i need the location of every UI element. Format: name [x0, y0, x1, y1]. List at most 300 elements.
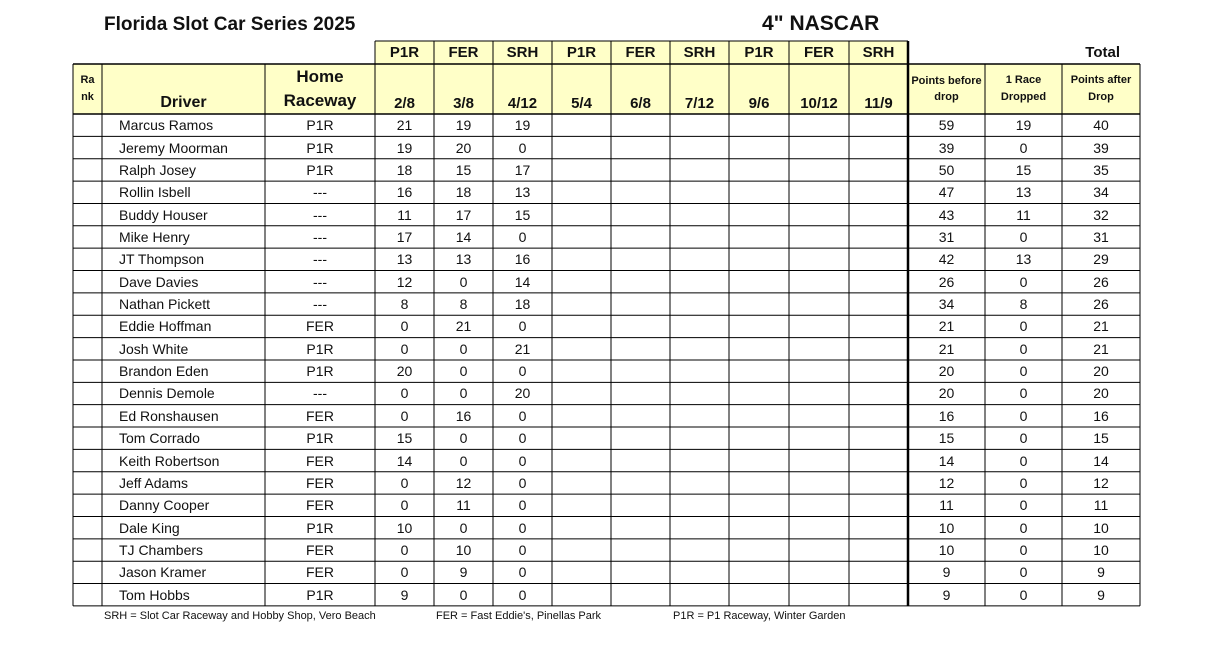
- home-raceway-cell: ---: [313, 206, 327, 223]
- race-dropped-cell: 0: [1019, 273, 1028, 290]
- race-points-cell: [849, 405, 908, 427]
- race-points-cell: 11: [397, 206, 412, 223]
- points-before-cell: 26: [938, 273, 955, 290]
- race-points-cell: 0: [518, 586, 527, 603]
- points-after-cell: 29: [1093, 251, 1109, 268]
- race-points-cell: [789, 449, 849, 471]
- driver-name: TJ Chambers: [119, 542, 204, 558]
- points-before-header: Points before drop: [911, 75, 982, 103]
- home-raceway-cell: ---: [313, 296, 327, 313]
- race-dropped-cell: 0: [1019, 139, 1028, 156]
- race-points-cell: [849, 539, 908, 561]
- home-raceway-cell: ---: [313, 385, 327, 402]
- race-track-header: SRH: [862, 44, 895, 61]
- race-points-cell: 20: [514, 385, 531, 402]
- race-points-cell: [611, 181, 670, 203]
- rank-cell: [73, 271, 102, 293]
- race-points-cell: 16: [514, 251, 531, 268]
- driver-header: Driver: [160, 94, 207, 111]
- race-points-cell: [849, 136, 908, 158]
- race-points-cell: [670, 293, 729, 315]
- race-points-cell: 0: [400, 385, 409, 402]
- points-before-cell: 43: [938, 206, 955, 223]
- race-points-cell: [611, 315, 670, 337]
- points-before-cell: 21: [938, 340, 955, 357]
- race-points-cell: 0: [518, 407, 527, 424]
- rank-cell: [73, 449, 102, 471]
- race-points-cell: [789, 315, 849, 337]
- race-points-cell: 16: [455, 407, 472, 424]
- rank-cell: [73, 114, 102, 136]
- race-points-cell: [849, 516, 908, 538]
- race-points-cell: [552, 338, 611, 360]
- race-dropped-cell: 0: [1019, 497, 1028, 514]
- race-points-cell: [611, 114, 670, 136]
- points-before-cell: 21: [938, 318, 955, 335]
- driver-name: Jeff Adams: [119, 474, 189, 491]
- points-after-cell: 34: [1093, 184, 1109, 201]
- home-raceway-cell: ---: [313, 273, 327, 290]
- race-points-cell: [611, 136, 670, 158]
- points-before-cell: 14: [938, 452, 955, 469]
- points-before-cell: 47: [938, 184, 955, 201]
- race-points-cell: [849, 382, 908, 404]
- race-points-cell: 0: [400, 474, 409, 491]
- race-points-cell: [849, 449, 908, 471]
- race-points-cell: [611, 338, 670, 360]
- race-points-cell: 0: [400, 340, 409, 357]
- race-points-cell: [789, 136, 849, 158]
- race-points-cell: 18: [455, 184, 472, 201]
- points-after-cell: 9: [1097, 586, 1105, 603]
- race-points-cell: [611, 472, 670, 494]
- home-raceway-cell: ---: [313, 184, 327, 201]
- points-after-cell: 11: [1093, 497, 1109, 514]
- points-before-cell: 34: [938, 296, 955, 313]
- race-points-cell: [670, 271, 729, 293]
- race-points-cell: [611, 427, 670, 449]
- race-points-cell: [789, 338, 849, 360]
- race-points-cell: [670, 338, 729, 360]
- race-points-cell: [670, 405, 729, 427]
- rank-header: Ra nk: [80, 74, 95, 103]
- race-points-cell: [611, 494, 670, 516]
- footer-legend-srh: SRH = Slot Car Raceway and Hobby Shop, Vero Beach: [104, 610, 376, 622]
- driver-name: Brandon Eden: [119, 363, 209, 380]
- race-points-cell: 12: [396, 273, 413, 290]
- race-dropped-cell: 8: [1019, 296, 1028, 313]
- race-points-cell: 15: [396, 430, 413, 447]
- points-before-cell: 15: [938, 430, 955, 447]
- race-points-cell: 0: [518, 318, 527, 335]
- home-raceway-cell: FER: [306, 564, 334, 581]
- race-track-header: FER: [804, 44, 834, 61]
- race-points-cell: [849, 203, 908, 225]
- race-points-cell: [849, 271, 908, 293]
- rank-cell: [73, 248, 102, 270]
- points-before-cell: 20: [938, 363, 955, 380]
- race-points-cell: 9: [400, 586, 409, 603]
- race-points-cell: 0: [459, 430, 468, 447]
- race-points-cell: [670, 427, 729, 449]
- race-points-cell: 0: [518, 363, 527, 380]
- race-dropped-cell: 15: [1015, 161, 1032, 178]
- race-dropped-cell: 0: [1019, 228, 1028, 245]
- race-points-cell: 0: [400, 542, 409, 558]
- race-dropped-cell: 0: [1019, 385, 1028, 402]
- race-points-cell: [789, 203, 849, 225]
- race-points-cell: [552, 181, 611, 203]
- race-points-cell: [552, 405, 611, 427]
- home-raceway-cell: FER: [306, 452, 334, 469]
- driver-name: Rollin Isbell: [119, 184, 191, 201]
- race-track-header: P1R: [744, 44, 774, 61]
- race-points-cell: [552, 248, 611, 270]
- race-points-cell: [552, 539, 611, 561]
- race-date-header: 5/4: [571, 95, 592, 112]
- driver-name: Josh White: [119, 340, 189, 357]
- race-points-cell: 13: [455, 251, 472, 268]
- race-points-cell: [670, 226, 729, 248]
- race-points-cell: 19: [514, 117, 531, 134]
- race-points-cell: [789, 293, 849, 315]
- race-points-cell: [729, 293, 789, 315]
- race-points-cell: [670, 472, 729, 494]
- race-dropped-cell: 0: [1019, 586, 1028, 603]
- rank-cell: [73, 382, 102, 404]
- race-date-header: 10/12: [800, 95, 838, 112]
- race-points-cell: [611, 159, 670, 181]
- race-points-cell: 18: [396, 161, 413, 178]
- race-points-cell: [849, 248, 908, 270]
- driver-name: Nathan Pickett: [119, 296, 211, 313]
- race-points-cell: 17: [514, 161, 531, 178]
- race-points-cell: [552, 449, 611, 471]
- race-points-cell: 8: [400, 296, 409, 313]
- points-after-cell: 14: [1093, 452, 1109, 469]
- race-points-cell: [670, 449, 729, 471]
- race-points-cell: 11: [456, 497, 471, 514]
- race-points-cell: [849, 338, 908, 360]
- driver-name: Tom Corrado: [119, 430, 200, 447]
- home-raceway-cell: FER: [306, 542, 334, 558]
- race-points-cell: 21: [514, 340, 531, 357]
- race-points-cell: [729, 248, 789, 270]
- race-points-cell: [789, 248, 849, 270]
- race-date-header: 2/8: [394, 95, 415, 112]
- points-after-cell: 10: [1093, 519, 1109, 536]
- race-points-cell: [789, 561, 849, 583]
- rank-cell: [73, 203, 102, 225]
- race-points-cell: 9: [459, 564, 468, 581]
- points-after-cell: 12: [1093, 474, 1109, 491]
- race-dropped-cell: 0: [1019, 430, 1028, 447]
- home-raceway-cell: FER: [306, 407, 334, 424]
- race-dropped-cell: 13: [1015, 251, 1032, 268]
- points-after-cell: 26: [1093, 273, 1109, 290]
- race-points-cell: [729, 226, 789, 248]
- driver-name: Tom Hobbs: [119, 586, 190, 603]
- home-raceway-cell: P1R: [306, 340, 334, 357]
- driver-name: Ralph Josey: [119, 161, 197, 178]
- race-date-header: 6/8: [630, 95, 651, 112]
- race-points-cell: [670, 539, 729, 561]
- race-points-cell: 0: [518, 474, 527, 491]
- race-points-cell: [611, 360, 670, 382]
- race-track-header: SRH: [683, 44, 716, 61]
- race-points-cell: [670, 315, 729, 337]
- points-after-header: Points after Drop: [1070, 74, 1132, 103]
- points-before-cell: 9: [942, 564, 951, 581]
- race-points-cell: [849, 584, 908, 606]
- driver-name: Dale King: [119, 519, 180, 536]
- race-points-cell: [789, 181, 849, 203]
- rank-cell: [73, 539, 102, 561]
- points-after-cell: 16: [1093, 407, 1109, 424]
- home-raceway-cell: P1R: [306, 586, 334, 603]
- points-after-cell: 31: [1093, 228, 1109, 245]
- points-after-cell: 20: [1093, 385, 1109, 402]
- race-points-cell: [611, 539, 670, 561]
- race-points-cell: [729, 382, 789, 404]
- race-points-cell: [670, 584, 729, 606]
- race-points-cell: [552, 516, 611, 538]
- race-dropped-cell: 0: [1019, 318, 1028, 335]
- points-before-cell: 50: [938, 161, 955, 178]
- race-dropped-cell: 0: [1019, 340, 1028, 357]
- race-points-cell: 0: [459, 519, 468, 536]
- rank-cell: [73, 584, 102, 606]
- race-points-cell: [670, 181, 729, 203]
- race-points-cell: [789, 114, 849, 136]
- points-after-cell: 21: [1093, 340, 1109, 357]
- race-points-cell: [670, 114, 729, 136]
- race-points-cell: [849, 114, 908, 136]
- rank-cell: [73, 136, 102, 158]
- race-points-cell: [670, 360, 729, 382]
- race-points-cell: [670, 248, 729, 270]
- race-points-cell: 0: [459, 340, 468, 357]
- rank-cell: [73, 494, 102, 516]
- home-raceway-cell: P1R: [306, 430, 334, 447]
- race-track-header: P1R: [389, 44, 420, 61]
- race-points-cell: 14: [514, 273, 531, 290]
- race-points-cell: [611, 516, 670, 538]
- driver-name: Keith Robertson: [119, 452, 220, 469]
- race-points-cell: [849, 226, 908, 248]
- points-after-cell: 15: [1093, 430, 1109, 447]
- race-date-header: 9/6: [748, 95, 770, 112]
- race-track-header: FER: [448, 44, 479, 61]
- race-points-cell: 19: [455, 117, 472, 134]
- driver-name: Dennis Demole: [119, 385, 215, 402]
- points-before-cell: 12: [938, 474, 955, 491]
- driver-name: Ed Ronshausen: [119, 407, 219, 424]
- race-points-cell: [789, 516, 849, 538]
- race-points-cell: 0: [400, 497, 409, 514]
- race-dropped-cell: 0: [1019, 363, 1028, 380]
- race-points-cell: [849, 360, 908, 382]
- race-points-cell: 15: [514, 206, 531, 223]
- race-dropped-cell: 0: [1019, 564, 1028, 581]
- race-points-cell: 0: [518, 519, 527, 536]
- race-points-cell: [729, 159, 789, 181]
- race-points-cell: 0: [459, 452, 468, 469]
- rank-cell: [73, 159, 102, 181]
- rank-cell: [73, 181, 102, 203]
- race-points-cell: [729, 561, 789, 583]
- race-points-cell: 0: [400, 407, 409, 424]
- rank-cell: [73, 561, 102, 583]
- rank-cell: [73, 516, 102, 538]
- race-track-header: FER: [625, 44, 656, 61]
- race-points-cell: [789, 382, 849, 404]
- race-points-cell: 0: [400, 564, 409, 581]
- race-dropped-cell: 19: [1015, 117, 1032, 134]
- race-points-cell: 0: [518, 139, 527, 156]
- home-raceway-cell: P1R: [306, 519, 334, 536]
- race-dropped-cell: 0: [1019, 407, 1028, 424]
- race-track-header: SRH: [506, 44, 539, 61]
- race-points-cell: 0: [518, 542, 527, 558]
- race-points-cell: 12: [455, 474, 472, 491]
- race-points-cell: [611, 226, 670, 248]
- rank-cell: [73, 293, 102, 315]
- home-raceway-cell: P1R: [306, 363, 334, 380]
- class-title: 4" NASCAR: [762, 12, 880, 35]
- race-points-cell: [849, 315, 908, 337]
- points-after-cell: 26: [1093, 296, 1109, 313]
- race-points-cell: [789, 271, 849, 293]
- race-points-cell: 10: [455, 542, 472, 558]
- race-points-cell: [552, 293, 611, 315]
- race-points-cell: 13: [514, 184, 531, 201]
- driver-name: Eddie Hoffman: [119, 318, 212, 335]
- race-dropped-cell: 0: [1019, 452, 1028, 469]
- home-raceway-cell: ---: [313, 228, 327, 245]
- race-points-cell: 14: [455, 228, 472, 245]
- race-points-cell: 15: [455, 161, 472, 178]
- rank-cell: [73, 360, 102, 382]
- rank-cell: [73, 472, 102, 494]
- race-points-cell: 21: [455, 318, 472, 335]
- race-points-cell: 20: [396, 363, 413, 380]
- home-raceway-cell: FER: [306, 497, 334, 514]
- race-date-header: 7/12: [684, 95, 715, 112]
- race-points-cell: [789, 360, 849, 382]
- driver-name: Marcus Ramos: [119, 117, 214, 134]
- points-before-cell: 20: [938, 385, 955, 402]
- race-points-cell: 14: [396, 452, 413, 469]
- race-points-cell: [552, 203, 611, 225]
- race-points-cell: 0: [459, 385, 468, 402]
- race-points-cell: [729, 360, 789, 382]
- race-points-cell: [849, 293, 908, 315]
- race-points-cell: 0: [518, 430, 527, 447]
- points-after-cell: 20: [1093, 363, 1109, 380]
- race-points-cell: [729, 405, 789, 427]
- race-points-cell: [789, 226, 849, 248]
- driver-name: Dave Davies: [119, 273, 199, 290]
- race-points-cell: [849, 561, 908, 583]
- race-points-cell: [849, 181, 908, 203]
- race-points-cell: [789, 472, 849, 494]
- race-points-cell: [729, 472, 789, 494]
- total-label: Total: [1085, 44, 1120, 61]
- race-points-cell: [789, 584, 849, 606]
- driver-name: Buddy Houser: [119, 206, 208, 223]
- points-after-cell: 21: [1093, 318, 1109, 335]
- race-points-cell: [729, 427, 789, 449]
- race-points-cell: [670, 136, 729, 158]
- footer-legend-fer: FER = Fast Eddie's, Pinellas Park: [436, 610, 602, 622]
- page-title: Florida Slot Car Series 2025: [104, 14, 356, 35]
- points-before-cell: 31: [938, 228, 955, 245]
- race-points-cell: [552, 226, 611, 248]
- race-points-cell: [552, 584, 611, 606]
- race-date-header: 4/12: [507, 95, 538, 112]
- race-points-cell: [611, 203, 670, 225]
- race-points-cell: [552, 136, 611, 158]
- race-points-cell: [729, 136, 789, 158]
- rank-cell: [73, 405, 102, 427]
- race-points-cell: 13: [396, 251, 413, 268]
- race-points-cell: 19: [396, 139, 413, 156]
- race-points-cell: [552, 159, 611, 181]
- home-raceway-cell: FER: [306, 474, 334, 491]
- race-points-cell: [611, 382, 670, 404]
- race-track-header: P1R: [566, 44, 597, 61]
- race-points-cell: [729, 181, 789, 203]
- points-after-cell: 35: [1093, 161, 1109, 178]
- points-after-cell: 10: [1093, 542, 1109, 558]
- race-points-cell: [789, 427, 849, 449]
- race-points-cell: 0: [459, 586, 468, 603]
- driver-name: Danny Cooper: [119, 497, 210, 514]
- race-points-cell: 21: [396, 117, 413, 134]
- race-points-cell: [849, 159, 908, 181]
- race-points-cell: [552, 315, 611, 337]
- race-points-cell: [611, 561, 670, 583]
- home-raceway-header: Home Raceway: [283, 67, 357, 110]
- race-points-cell: [729, 315, 789, 337]
- race-points-cell: [789, 494, 849, 516]
- rank-cell: [73, 338, 102, 360]
- race-points-cell: 0: [518, 497, 527, 514]
- race-dropped-cell: 13: [1015, 184, 1032, 201]
- race-dropped-cell: 11: [1016, 206, 1031, 223]
- home-raceway-cell: FER: [306, 318, 334, 335]
- race-points-cell: [552, 271, 611, 293]
- race-points-cell: 8: [459, 296, 468, 313]
- race-points-cell: 0: [400, 318, 409, 335]
- points-before-cell: 9: [942, 586, 951, 603]
- race-points-cell: [849, 494, 908, 516]
- race-points-cell: [849, 472, 908, 494]
- race-points-cell: [729, 539, 789, 561]
- points-before-cell: 42: [938, 251, 955, 268]
- race-points-cell: [611, 405, 670, 427]
- rank-cell: [73, 226, 102, 248]
- points-before-cell: 11: [939, 497, 954, 514]
- race-points-cell: [789, 539, 849, 561]
- race-points-cell: 17: [396, 228, 413, 245]
- race-points-cell: 0: [518, 452, 527, 469]
- points-before-cell: 39: [938, 139, 955, 156]
- race-points-cell: 0: [518, 564, 527, 581]
- race-points-cell: [552, 561, 611, 583]
- race-points-cell: [670, 203, 729, 225]
